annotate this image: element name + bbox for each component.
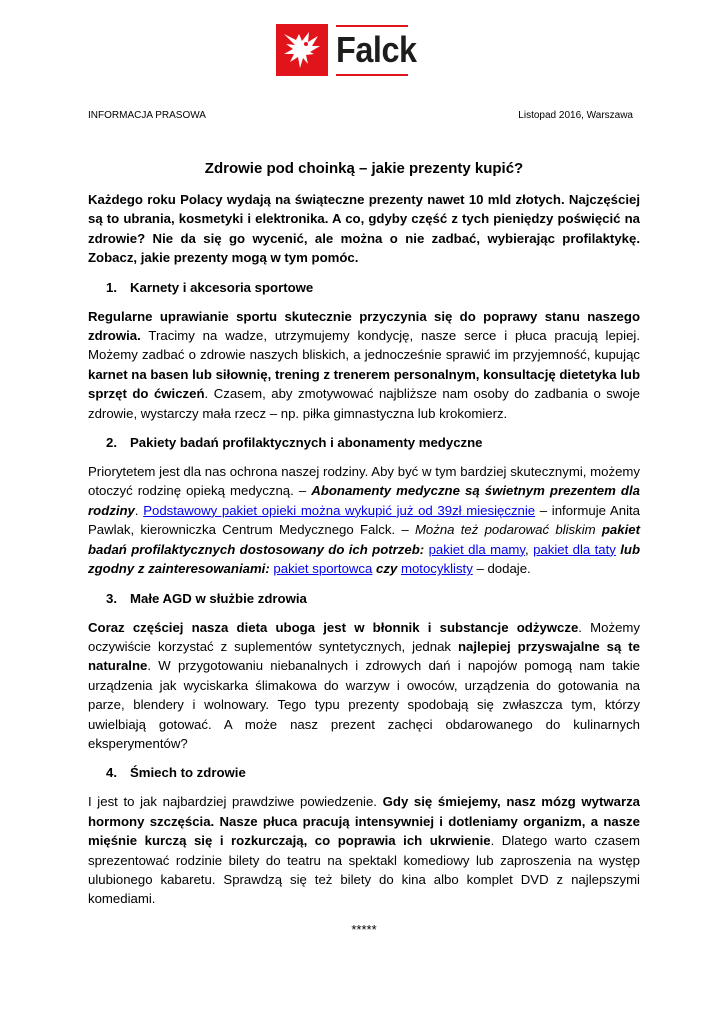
section-4-paragraph bbox=[88, 792, 640, 908]
section-heading-text: Karnety i akcesoria sportowe bbox=[130, 279, 314, 295]
quote-emphasis: pakiet badań profilaktycznych dostosowany do ich potrzeb: bbox=[88, 522, 640, 557]
falck-logo bbox=[276, 24, 417, 76]
quote-text: Można też podarować bliskim bbox=[414, 522, 602, 538]
section-3-paragraph bbox=[88, 618, 640, 754]
emphasis: najlepiej przyswajalne są te naturalne bbox=[88, 638, 641, 674]
body-text: Priorytetem jest dla nas ochrona naszej rodziny. Aby być w tym bardziej skutecznymi, możemy otoczyć rodzinę opieką medyczną. – bbox=[88, 464, 640, 499]
section-heading-3 bbox=[106, 589, 640, 608]
mom-package-link[interactable]: pakiet dla mamy bbox=[428, 541, 526, 557]
emphasis: karnet na basen lub siłownię, trening z trenerem personalnym, konsultację dietetyka lub sprzęt do ćwiczeń bbox=[88, 366, 640, 402]
document-type-label: INFORMACJA PRASOWA bbox=[88, 110, 206, 121]
dad-package-link[interactable]: pakiet dla taty bbox=[533, 541, 616, 557]
eagle-icon bbox=[276, 24, 328, 76]
emphasis: Gdy się śmiejemy, nasz mózg wytwarza hormony szczęścia. Nasze płuca pracują intensywniej i dotleniamy organizm, a nasze mięśnie kurczą się i rozkurczają, co poprawia ich ukrwienie bbox=[88, 794, 641, 849]
body-text: . bbox=[134, 502, 144, 518]
emphasis: Coraz częściej nasza dieta uboga jest w błonnik i substancje odżywcze bbox=[88, 619, 579, 635]
section-heading-text: Pakiety badań profilaktycznych i abonamenty medyczne bbox=[130, 435, 483, 451]
body-text: – informuje Anita Pawlak, kierowniczka Centrum Medycznego Falck. – bbox=[88, 502, 640, 538]
section-number: 2. bbox=[106, 435, 117, 451]
section-number: 1. bbox=[106, 279, 117, 295]
section-heading-text: Śmiech to zdrowie bbox=[130, 765, 246, 781]
body-text: I jest to jak najbardziej prawdziwe powiedzenie. bbox=[88, 794, 383, 810]
body-text: . W przygotowaniu niebanalnych i zdrowych dań i napojów pomogą nam takie urządzenia jak wyciskarka ślimakowa do warzyw i owoców, urządzenia do gotowania na parze, blendery i wolnowary. Tego typu prezenty spodobają się zwłaszcza tym, którzy uwielbiają gotować. A może nasz prezent zachęci obdarowanego do kulinarnych eksperymentów? bbox=[88, 658, 640, 751]
section-heading-text: Małe AGD w służbie zdrowia bbox=[130, 590, 307, 606]
page-title: Zdrowie pod choinką – jakie prezenty kupić? bbox=[204, 160, 524, 177]
basic-package-link[interactable]: Podstawowy pakiet opieki można wykupić już od 39zł miesięcznie bbox=[143, 502, 536, 518]
section-heading-1 bbox=[106, 278, 640, 297]
date-location-label: Listopad 2016, Warszawa bbox=[518, 110, 633, 121]
body-text: . Dlatego warto czasem sprezentować rodzinie bilety do teatru na spektakl komediowy lub zaproszenia na występ ulubionego kabaretu. Sprawdzą się też bilety do kina albo komplet DVD z najlepszymi komediami. bbox=[88, 833, 640, 907]
quote-emphasis: czy bbox=[372, 561, 398, 577]
body-text: . Możemy oczywiście korzystać z suplementów syntetycznych, jednak bbox=[88, 619, 640, 654]
body-text: , bbox=[525, 541, 534, 557]
logo-rule-top bbox=[336, 25, 408, 27]
quote-emphasis: Abonamenty medyczne są świetnym prezentem dla rodziny bbox=[88, 483, 640, 518]
lead-text: Każdego roku Polacy wydają na świąteczne prezenty nawet 10 mld złotych. Najczęściej są to ubrania, kosmetyki i elektronika. A co, gdyby część z tych pieniędzy poświęcić na zdrowie? Nie da się go wycenić, ale można o nie zadbać, wybierając profilaktykę. Zobacz, jakie prezenty mogą w tym pomóc. bbox=[88, 192, 640, 266]
end-mark: ***** bbox=[351, 922, 377, 937]
sport-package-link[interactable]: pakiet sportowca bbox=[273, 561, 373, 577]
body-text: . Czasem, aby zmotywować najbliższe nam osoby do zadbania o swoje zdrowie, wystarczy mała rzecz – np. piłka gimnastyczna lub krokomierz. bbox=[88, 386, 640, 421]
section-number: 4. bbox=[106, 765, 117, 781]
article-body bbox=[88, 190, 640, 909]
section-number: 3. bbox=[106, 590, 117, 606]
section-heading-4 bbox=[106, 763, 640, 782]
body-text: Tracimy na wadze, utrzymujemy kondycję, nasze serce i płuca pracują lepiej. Możemy zadbać o zdrowie naszych bliskich, a jednocześnie sprawić im przyjemność, kupując bbox=[88, 328, 640, 363]
emphasis: Regularne uprawianie sportu skutecznie przyczynia się do poprawy stanu naszego zdrowia. bbox=[88, 308, 640, 344]
section-1-paragraph bbox=[88, 307, 640, 423]
logo-rule-bottom bbox=[336, 74, 408, 76]
section-heading-2 bbox=[106, 433, 640, 452]
body-text: – dodaje. bbox=[472, 561, 531, 577]
motorcyclist-package-link[interactable]: motocyklisty bbox=[400, 561, 473, 577]
section-2-paragraph bbox=[88, 462, 640, 578]
brand-wordmark: Falck bbox=[336, 29, 417, 70]
lead-paragraph bbox=[88, 190, 640, 268]
quote-emphasis: lub zgodny z zainteresowaniami: bbox=[88, 541, 641, 577]
